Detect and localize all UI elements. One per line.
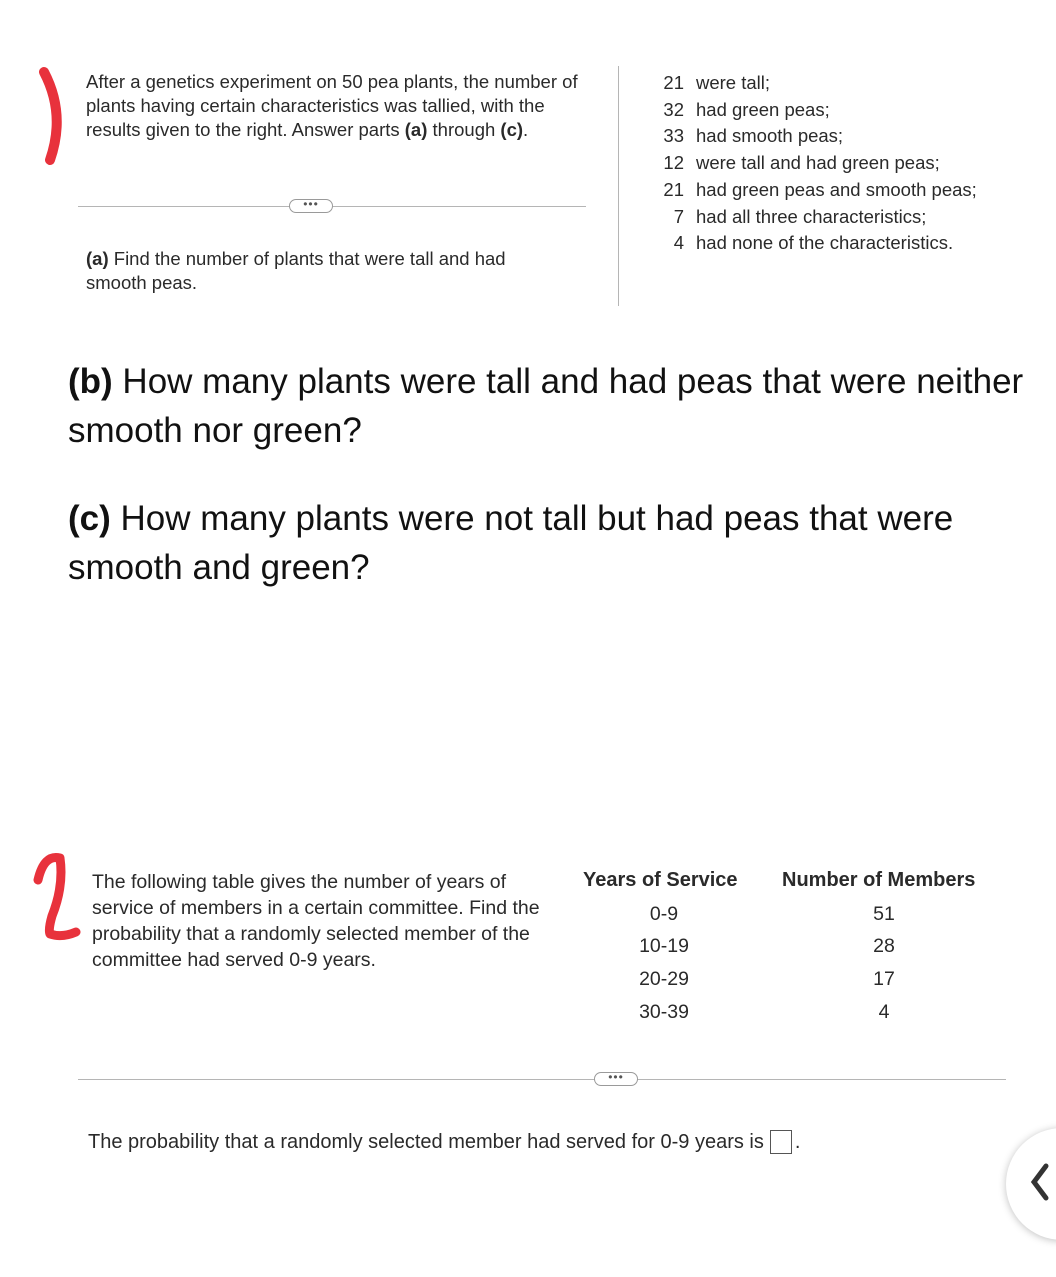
fact-count: 33 bbox=[663, 125, 684, 147]
part-b-question bbox=[68, 357, 1028, 455]
expand-more-button[interactable]: ••• bbox=[594, 1072, 638, 1086]
intro-text-end: . bbox=[523, 119, 529, 140]
intro-text-mid: through bbox=[427, 119, 501, 140]
fact-item bbox=[654, 150, 977, 177]
fact-item bbox=[654, 177, 977, 204]
answer-prompt: The probability that a randomly selected member had served for 0-9 years is bbox=[88, 1130, 764, 1153]
fact-count: 7 bbox=[673, 205, 684, 227]
table-cell-members: 4 bbox=[878, 1001, 890, 1023]
fact-text: had green peas and smooth peas; bbox=[696, 178, 977, 200]
fact-text: had none of the characteristics. bbox=[696, 232, 954, 254]
table-cell-members: 51 bbox=[873, 903, 895, 925]
floating-nav-button[interactable] bbox=[1006, 1128, 1056, 1240]
part-b-label: (b) bbox=[68, 362, 113, 401]
expand-more-button[interactable]: ••• bbox=[289, 199, 333, 213]
part-c-label: (c) bbox=[68, 499, 111, 538]
fact-text: had green peas; bbox=[696, 98, 830, 120]
part-c-text: How many plants were not tall but had peas that were smooth and green? bbox=[68, 499, 954, 587]
vertical-divider bbox=[618, 66, 619, 306]
table-cell-years: 10-19 bbox=[639, 935, 689, 957]
red-bracket-marker-1 bbox=[36, 64, 76, 168]
chevron-icon bbox=[1016, 1156, 1056, 1216]
fact-item bbox=[654, 123, 977, 150]
handwritten-number-2-marker bbox=[30, 846, 86, 946]
table-cell-members: 28 bbox=[873, 935, 895, 957]
fact-text: were tall and had green peas; bbox=[696, 152, 940, 174]
part-a-label: (a) bbox=[86, 248, 109, 269]
fact-item bbox=[654, 70, 977, 97]
fact-text: had smooth peas; bbox=[696, 125, 844, 147]
table-cell-years: 30-39 bbox=[639, 1001, 689, 1023]
fact-count: 32 bbox=[663, 98, 684, 120]
intro-text: After a genetics experiment on 50 pea plants, the number of plants having certain characteristics was tallied, with the results given to the right. Answer parts bbox=[86, 71, 578, 140]
answer-line bbox=[88, 1130, 800, 1154]
part-c-question bbox=[68, 494, 1028, 592]
part-b-text: How many plants were tall and had peas that were neither smooth nor green? bbox=[68, 362, 1024, 450]
table-cell-years: 20-29 bbox=[639, 968, 689, 990]
fact-count: 21 bbox=[663, 178, 684, 200]
fact-count: 4 bbox=[673, 232, 684, 254]
table-header-years: Years of Service bbox=[583, 869, 738, 891]
intro-part-c-ref: (c) bbox=[500, 119, 524, 140]
table-cell-years: 0-9 bbox=[649, 903, 679, 925]
fact-item bbox=[654, 230, 977, 257]
fact-count: 21 bbox=[663, 72, 684, 93]
answer-input-box[interactable] bbox=[770, 1130, 792, 1154]
clipped-next-line bbox=[88, 1164, 788, 1168]
facts-list bbox=[654, 70, 977, 257]
question1-intro bbox=[86, 70, 596, 142]
intro-part-a-ref: (a) bbox=[404, 119, 428, 140]
section-divider bbox=[78, 1079, 1006, 1080]
fact-item bbox=[654, 97, 977, 124]
fact-text: had all three characteristics; bbox=[696, 205, 927, 227]
fact-item bbox=[654, 204, 977, 231]
part-a-text: Find the number of plants that were tall and had smooth peas. bbox=[86, 248, 506, 293]
fact-count: 12 bbox=[663, 152, 684, 174]
question2-intro: The following table gives the number of years of service of members in a certain committee. Find the probability that a randomly selected member of the committee had served 0-9 years. bbox=[92, 871, 540, 971]
answer-suffix: . bbox=[794, 1130, 801, 1153]
fact-text: were tall; bbox=[696, 72, 771, 93]
part-a-question bbox=[86, 247, 556, 295]
table-header-members: Number of Members bbox=[782, 869, 976, 891]
table-cell-members: 17 bbox=[873, 968, 895, 990]
